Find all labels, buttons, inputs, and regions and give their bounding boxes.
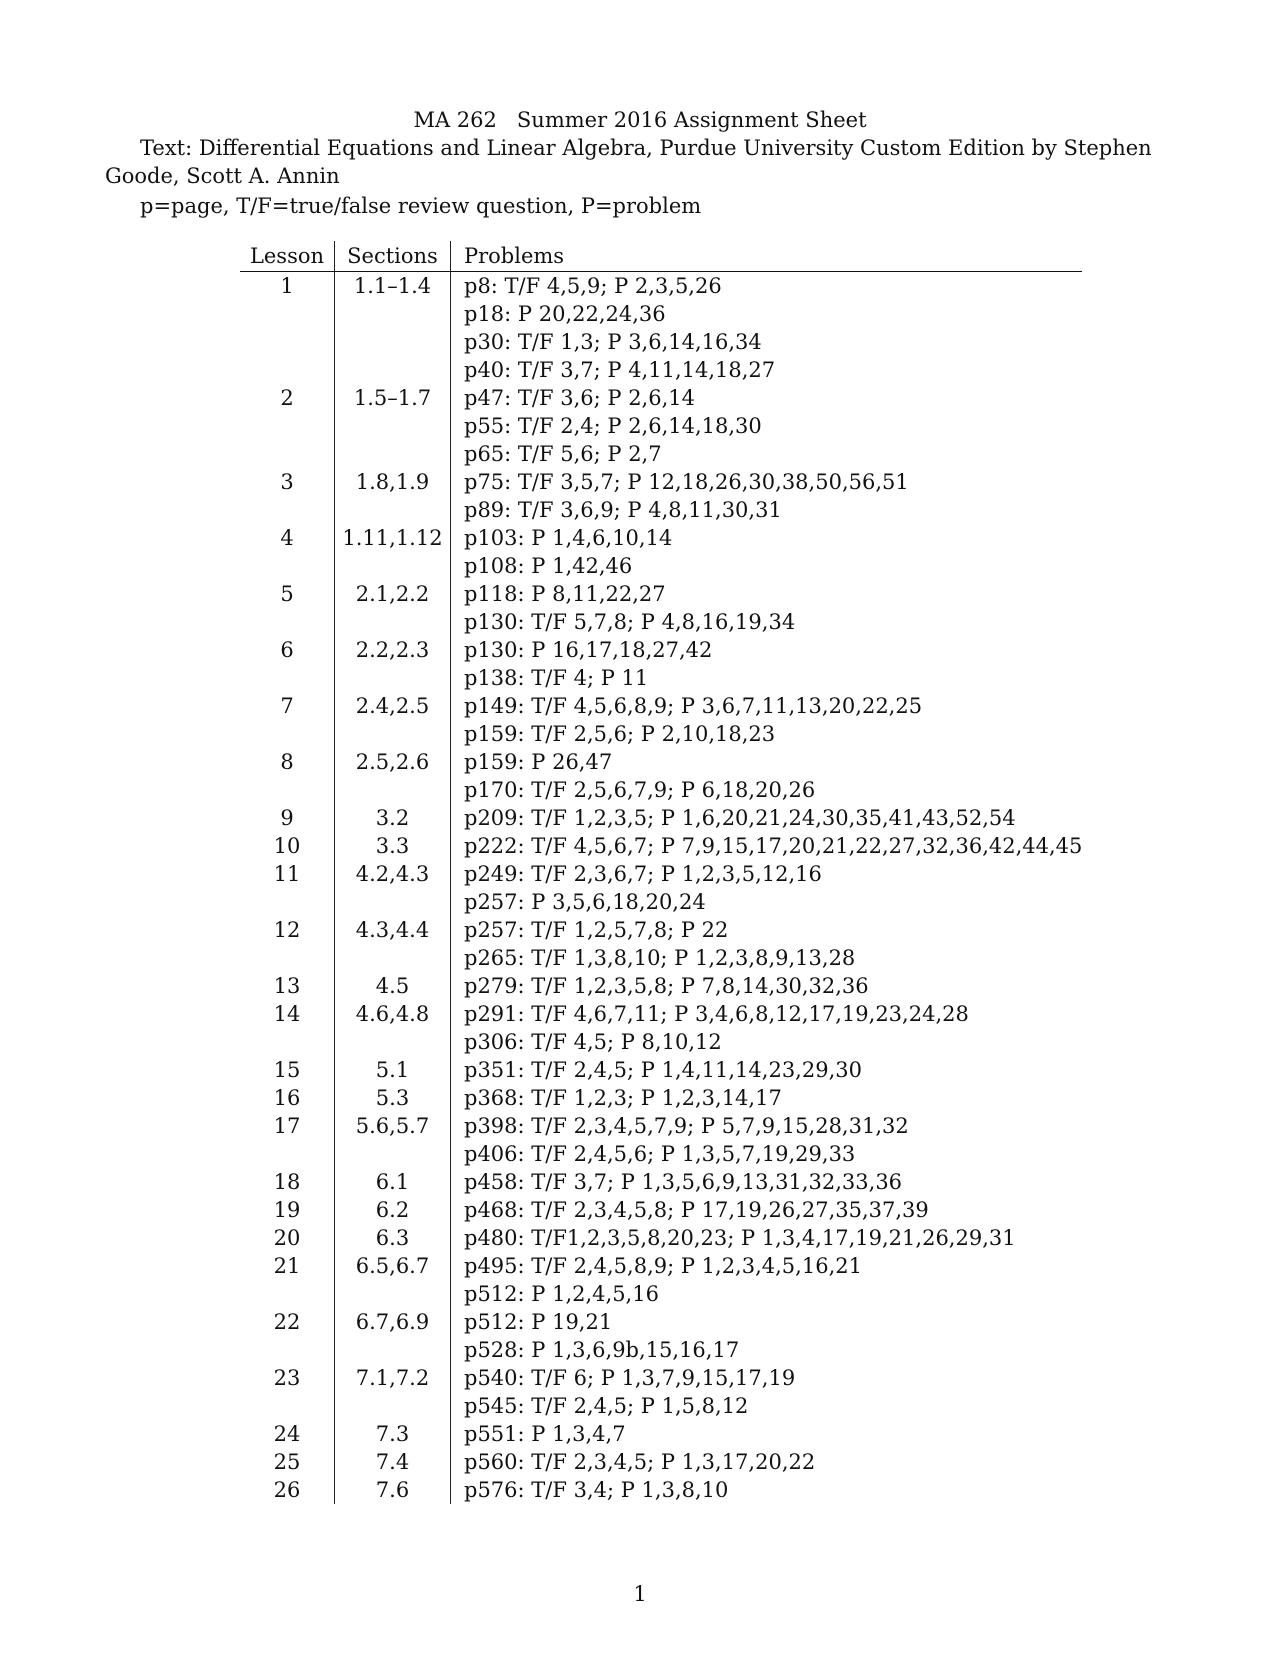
problems-cell: p130: T/F 5,7,8; P 4,8,16,19,34 — [464, 610, 796, 634]
problems-cell: p159: P 26,47 — [464, 750, 613, 774]
problems-cell: p551: P 1,3,4,7 — [464, 1422, 626, 1446]
sections-cell: 4.3,4.4 — [335, 916, 451, 944]
sections-cell — [335, 776, 451, 804]
problems-cell: p149: T/F 4,5,6,8,9; P 3,6,7,11,13,20,22,25 — [464, 694, 923, 718]
lesson-cell: 14 — [240, 1000, 335, 1028]
page-number: 1 — [633, 1582, 647, 1606]
lesson-cell: 12 — [240, 916, 335, 944]
lesson-cell — [240, 440, 335, 468]
sections-cell: 1.8,1.9 — [335, 468, 451, 496]
table-row — [240, 496, 1082, 524]
table-row — [240, 1196, 1082, 1224]
table-row — [240, 972, 1082, 1000]
table-row — [240, 944, 1082, 972]
problems-cell: p55: T/F 2,4; P 2,6,14,18,30 — [464, 414, 762, 438]
problems-cell: p257: T/F 1,2,5,7,8; P 22 — [464, 918, 729, 942]
table-row — [240, 272, 1082, 301]
sections-cell — [335, 664, 451, 692]
lesson-cell — [240, 552, 335, 580]
column-header-sections: Sections — [335, 241, 451, 272]
sections-cell — [335, 1280, 451, 1308]
sections-cell: 6.1 — [335, 1168, 451, 1196]
sections-cell: 3.3 — [335, 832, 451, 860]
problems-cell: p8: T/F 4,5,9; P 2,3,5,26 — [464, 274, 722, 298]
problems-cell: p528: P 1,3,6,9b,15,16,17 — [464, 1338, 740, 1362]
table-row — [240, 692, 1082, 720]
problems-cell: p30: T/F 1,3; P 3,6,14,16,34 — [464, 330, 762, 354]
sections-cell — [335, 888, 451, 916]
sections-cell — [335, 552, 451, 580]
table-row — [240, 1308, 1082, 1336]
sections-cell — [335, 412, 451, 440]
table-row — [240, 1392, 1082, 1420]
table-row — [240, 776, 1082, 804]
sections-cell: 1.11,1.12 — [335, 524, 451, 552]
table-row — [240, 1224, 1082, 1252]
sections-cell: 5.3 — [335, 1084, 451, 1112]
lesson-cell — [240, 720, 335, 748]
sections-cell — [335, 356, 451, 384]
table-row — [240, 832, 1082, 860]
sections-cell — [335, 944, 451, 972]
lesson-cell — [240, 1392, 335, 1420]
table-row — [240, 1028, 1082, 1056]
lesson-cell — [240, 776, 335, 804]
sections-cell: 6.7,6.9 — [335, 1308, 451, 1336]
problems-cell: p540: T/F 6; P 1,3,7,9,15,17,19 — [464, 1366, 796, 1390]
sections-cell: 2.1,2.2 — [335, 580, 451, 608]
lesson-cell — [240, 608, 335, 636]
problems-cell: p468: T/F 2,3,4,5,8; P 17,19,26,27,35,37,39 — [464, 1198, 929, 1222]
table-row — [240, 412, 1082, 440]
table-row — [240, 1448, 1082, 1476]
lesson-cell: 26 — [240, 1476, 335, 1504]
problems-cell: p209: T/F 1,2,3,5; P 1,6,20,21,24,30,35,41,43,52,54 — [464, 806, 1016, 830]
lesson-cell: 13 — [240, 972, 335, 1000]
lesson-cell — [240, 1140, 335, 1168]
problems-cell: p130: P 16,17,18,27,42 — [464, 638, 713, 662]
sections-cell: 2.4,2.5 — [335, 692, 451, 720]
sections-cell: 4.2,4.3 — [335, 860, 451, 888]
table-row — [240, 860, 1082, 888]
problems-cell: p40: T/F 3,7; P 4,11,14,18,27 — [464, 358, 776, 382]
table-row — [240, 720, 1082, 748]
table-row — [240, 888, 1082, 916]
lesson-cell: 4 — [240, 524, 335, 552]
sections-cell — [335, 1028, 451, 1056]
problems-cell: p265: T/F 1,3,8,10; P 1,2,3,8,9,13,28 — [464, 946, 856, 970]
lesson-cell: 17 — [240, 1112, 335, 1140]
table-row — [240, 1112, 1082, 1140]
table-row — [240, 468, 1082, 496]
table-row — [240, 524, 1082, 552]
problems-cell: p398: T/F 2,3,4,5,7,9; P 5,7,9,15,28,31,32 — [464, 1114, 909, 1138]
table-row — [240, 384, 1082, 412]
lesson-cell — [240, 300, 335, 328]
table-row — [240, 916, 1082, 944]
sections-cell: 7.3 — [335, 1420, 451, 1448]
sections-cell: 7.6 — [335, 1476, 451, 1504]
sections-cell — [335, 300, 451, 328]
problems-cell: p257: P 3,5,6,18,20,24 — [464, 890, 706, 914]
sections-cell: 1.5–1.7 — [335, 384, 451, 412]
table-row — [240, 1336, 1082, 1364]
table-row — [240, 1168, 1082, 1196]
problems-cell: p560: T/F 2,3,4,5; P 1,3,17,20,22 — [464, 1450, 816, 1474]
sections-cell: 7.1,7.2 — [335, 1364, 451, 1392]
table-row — [240, 356, 1082, 384]
table-row — [240, 1140, 1082, 1168]
lesson-cell — [240, 1280, 335, 1308]
problems-cell: p47: T/F 3,6; P 2,6,14 — [464, 386, 695, 410]
sections-cell: 6.5,6.7 — [335, 1252, 451, 1280]
lesson-cell: 22 — [240, 1308, 335, 1336]
sections-cell: 7.4 — [335, 1448, 451, 1476]
lesson-cell: 7 — [240, 692, 335, 720]
sections-cell: 4.6,4.8 — [335, 1000, 451, 1028]
lesson-cell: 16 — [240, 1084, 335, 1112]
sections-cell — [335, 328, 451, 356]
problems-cell: p512: P 1,2,4,5,16 — [464, 1282, 659, 1306]
problems-cell: p222: T/F 4,5,6,7; P 7,9,15,17,20,21,22,27,32,36,42,44,45 — [464, 834, 1083, 858]
lesson-cell: 10 — [240, 832, 335, 860]
sections-cell: 6.3 — [335, 1224, 451, 1252]
table-row — [240, 804, 1082, 832]
lesson-cell: 2 — [240, 384, 335, 412]
problems-cell: p291: T/F 4,6,7,11; P 3,4,6,8,12,17,19,23,24,28 — [464, 1002, 969, 1026]
lesson-cell: 18 — [240, 1168, 335, 1196]
sections-cell — [335, 1392, 451, 1420]
table-row — [240, 1280, 1082, 1308]
problems-cell: p351: T/F 2,4,5; P 1,4,11,14,23,29,30 — [464, 1058, 862, 1082]
sections-cell — [335, 1140, 451, 1168]
lesson-cell: 8 — [240, 748, 335, 776]
table-row — [240, 1364, 1082, 1392]
table-row — [240, 328, 1082, 356]
lesson-cell — [240, 1028, 335, 1056]
sections-cell: 1.1–1.4 — [335, 272, 451, 301]
sections-cell: 5.1 — [335, 1056, 451, 1084]
lesson-cell — [240, 496, 335, 524]
abbreviation-legend: p=page, T/F=true/false review question, P=problem — [140, 194, 702, 218]
problems-cell: p406: T/F 2,4,5,6; P 1,3,5,7,19,29,33 — [464, 1142, 856, 1166]
table-row — [240, 1000, 1082, 1028]
problems-cell: p545: T/F 2,4,5; P 1,5,8,12 — [464, 1394, 749, 1418]
table-row — [240, 580, 1082, 608]
problems-cell: p108: P 1,42,46 — [464, 554, 633, 578]
problems-cell: p512: P 19,21 — [464, 1310, 613, 1334]
sections-cell: 4.5 — [335, 972, 451, 1000]
problems-cell: p576: T/F 3,4; P 1,3,8,10 — [464, 1478, 729, 1502]
lesson-cell: 1 — [240, 272, 335, 301]
problems-cell: p249: T/F 2,3,6,7; P 1,2,3,5,12,16 — [464, 862, 822, 886]
problems-cell: p103: P 1,4,6,10,14 — [464, 526, 673, 550]
lesson-cell: 23 — [240, 1364, 335, 1392]
textbook-reference: Text: Differential Equations and Linear Algebra, Purdue University Custom Edition by Stephen Goode, Scott A. Annin — [105, 136, 1152, 188]
table-row — [240, 664, 1082, 692]
problems-cell: p65: T/F 5,6; P 2,7 — [464, 442, 662, 466]
problems-cell: p89: T/F 3,6,9; P 4,8,11,30,31 — [464, 498, 782, 522]
problems-cell: p495: T/F 2,4,5,8,9; P 1,2,3,4,5,16,21 — [464, 1254, 862, 1278]
table-row — [240, 1252, 1082, 1280]
lesson-cell — [240, 944, 335, 972]
table-row — [240, 748, 1082, 776]
lesson-cell — [240, 888, 335, 916]
lesson-cell — [240, 1336, 335, 1364]
table-row — [240, 440, 1082, 468]
sections-cell: 5.6,5.7 — [335, 1112, 451, 1140]
lesson-cell: 25 — [240, 1448, 335, 1476]
sections-cell — [335, 608, 451, 636]
lesson-cell: 9 — [240, 804, 335, 832]
table-header-row — [240, 241, 1082, 272]
lesson-cell: 11 — [240, 860, 335, 888]
table-row — [240, 1420, 1082, 1448]
lesson-cell: 21 — [240, 1252, 335, 1280]
problems-cell: p306: T/F 4,5; P 8,10,12 — [464, 1030, 722, 1054]
lesson-cell — [240, 356, 335, 384]
problems-cell: p18: P 20,22,24,36 — [464, 302, 666, 326]
sections-cell — [335, 1336, 451, 1364]
sections-cell — [335, 720, 451, 748]
assignment-table — [240, 241, 1082, 1504]
problems-cell: p279: T/F 1,2,3,5,8; P 7,8,14,30,32,36 — [464, 974, 869, 998]
lesson-cell — [240, 328, 335, 356]
sections-cell: 2.2,2.3 — [335, 636, 451, 664]
table-row — [240, 608, 1082, 636]
problems-cell: p458: T/F 3,7; P 1,3,5,6,9,13,31,32,33,36 — [464, 1170, 903, 1194]
page-title: MA 262 Summer 2016 Assignment Sheet — [413, 108, 867, 132]
problems-cell: p138: T/F 4; P 11 — [464, 666, 649, 690]
problems-cell: p118: P 8,11,22,27 — [464, 582, 666, 606]
table-row — [240, 1056, 1082, 1084]
table-row — [240, 636, 1082, 664]
problems-cell: p159: T/F 2,5,6; P 2,10,18,23 — [464, 722, 776, 746]
lesson-cell — [240, 412, 335, 440]
table-row — [240, 1476, 1082, 1504]
lesson-cell: 3 — [240, 468, 335, 496]
sections-cell: 3.2 — [335, 804, 451, 832]
column-header-lesson: Lesson — [240, 241, 335, 272]
sections-cell: 6.2 — [335, 1196, 451, 1224]
column-header-problems: Problems — [451, 241, 1083, 272]
lesson-cell — [240, 664, 335, 692]
problems-cell: p75: T/F 3,5,7; P 12,18,26,30,38,50,56,51 — [464, 470, 909, 494]
lesson-cell: 15 — [240, 1056, 335, 1084]
assignment-table-body — [240, 272, 1082, 1505]
table-row — [240, 1084, 1082, 1112]
table-row — [240, 552, 1082, 580]
sections-cell: 2.5,2.6 — [335, 748, 451, 776]
lesson-cell: 5 — [240, 580, 335, 608]
problems-cell: p480: T/F1,2,3,5,8,20,23; P 1,3,4,17,19,21,26,29,31 — [464, 1226, 1016, 1250]
problems-cell: p368: T/F 1,2,3; P 1,2,3,14,17 — [464, 1086, 782, 1110]
sections-cell — [335, 496, 451, 524]
problems-cell: p170: T/F 2,5,6,7,9; P 6,18,20,26 — [464, 778, 816, 802]
table-row — [240, 300, 1082, 328]
sections-cell — [335, 440, 451, 468]
lesson-cell: 20 — [240, 1224, 335, 1252]
lesson-cell: 6 — [240, 636, 335, 664]
lesson-cell: 24 — [240, 1420, 335, 1448]
lesson-cell: 19 — [240, 1196, 335, 1224]
